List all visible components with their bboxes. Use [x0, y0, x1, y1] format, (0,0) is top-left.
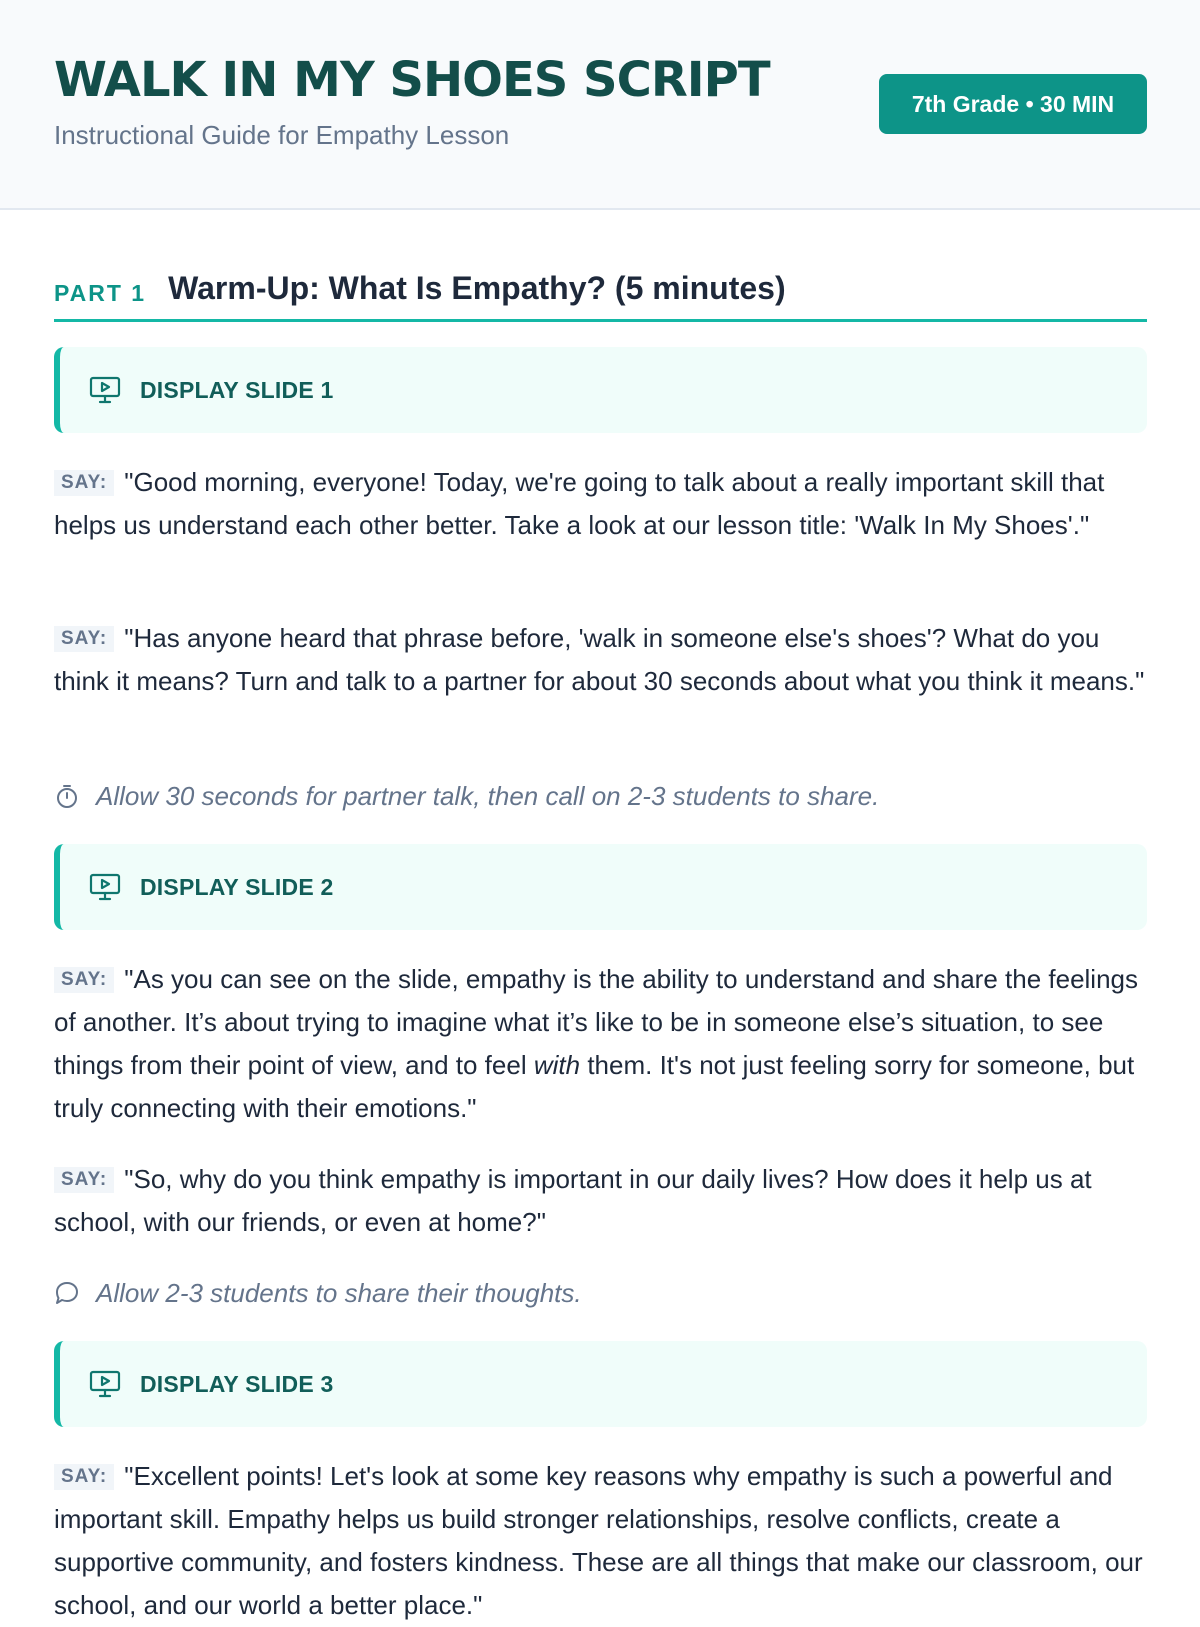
part-title: Warm-Up: What Is Empathy? (5 minutes): [168, 270, 786, 306]
slide-label: DISPLAY SLIDE 3: [140, 1370, 334, 1397]
say-text: "Has anyone heard that phrase before, 'walk in someone else's shoes'? What do you think it means? Turn and talk to a partner for about 30 seconds about what you think it means.": [54, 623, 1145, 696]
note-text: Allow 2-3 students to share their thoughts.: [96, 1277, 582, 1308]
presentation-icon: [88, 375, 122, 405]
say-paragraph: [54, 1455, 1147, 1627]
say-text: "Excellent points! Let's look at some key reasons why empathy is such a powerful and important skill. Empathy helps us build stronger relationships, resolve conflicts, create a supportive community, and fosters kindness. These are all things that make our classroom, our school, and our world a better place.": [54, 1461, 1143, 1620]
timer-icon: [54, 783, 80, 809]
display-slide-3-callout: [54, 1341, 1147, 1427]
say-text: them. It's not just feeling sorry for someone, but truly connecting with their emotions.": [54, 1050, 1135, 1123]
say-paragraph: [54, 617, 1147, 703]
part-label: PART 1: [54, 280, 147, 306]
say-text: "Good morning, everyone! Today, we're going to talk about a really important skill that helps us understand each other better. Take a look at our lesson title: 'Walk In My Shoes'.": [54, 467, 1105, 540]
speech-bubble-icon: [54, 1280, 80, 1306]
slide-label: DISPLAY SLIDE 1: [140, 376, 334, 403]
page-header: [0, 0, 1200, 210]
say-tag: SAY:: [54, 1167, 114, 1193]
display-slide-1-callout: [54, 347, 1147, 433]
emphasis-text: with: [533, 1050, 581, 1080]
say-paragraph: [54, 1158, 1147, 1244]
say-tag: SAY:: [54, 967, 114, 993]
document-title: WALK IN MY SHOES SCRIPT: [54, 52, 770, 108]
say-text: "As you can see on the slide, empathy is the ability to understand and share the feelings of another. It’s about trying to imagine what it’s like to be in someone else’s situation, to see things from their point of view, and to feel: [54, 964, 1138, 1080]
display-slide-2-callout: [54, 844, 1147, 930]
presentation-icon: [88, 872, 122, 902]
say-tag: SAY:: [54, 626, 114, 652]
say-tag: SAY:: [54, 1464, 114, 1490]
slide-label: DISPLAY SLIDE 2: [140, 873, 334, 900]
presentation-icon: [88, 1369, 122, 1399]
grade-duration-badge: 7th Grade • 30 MIN: [879, 74, 1147, 134]
say-tag: SAY:: [54, 470, 114, 496]
say-paragraph: [54, 958, 1147, 1130]
teacher-note: [54, 1273, 1147, 1313]
say-text: "So, why do you think empathy is important in our daily lives? How does it help us at school, with our friends, or even at home?": [54, 1164, 1092, 1237]
note-text: Allow 30 seconds for partner talk, then call on 2-3 students to share.: [96, 780, 880, 811]
part-1-heading: [54, 262, 1147, 322]
document-subtitle: Instructional Guide for Empathy Lesson: [54, 120, 510, 150]
say-paragraph: [54, 461, 1147, 547]
teacher-note: [54, 776, 1147, 816]
